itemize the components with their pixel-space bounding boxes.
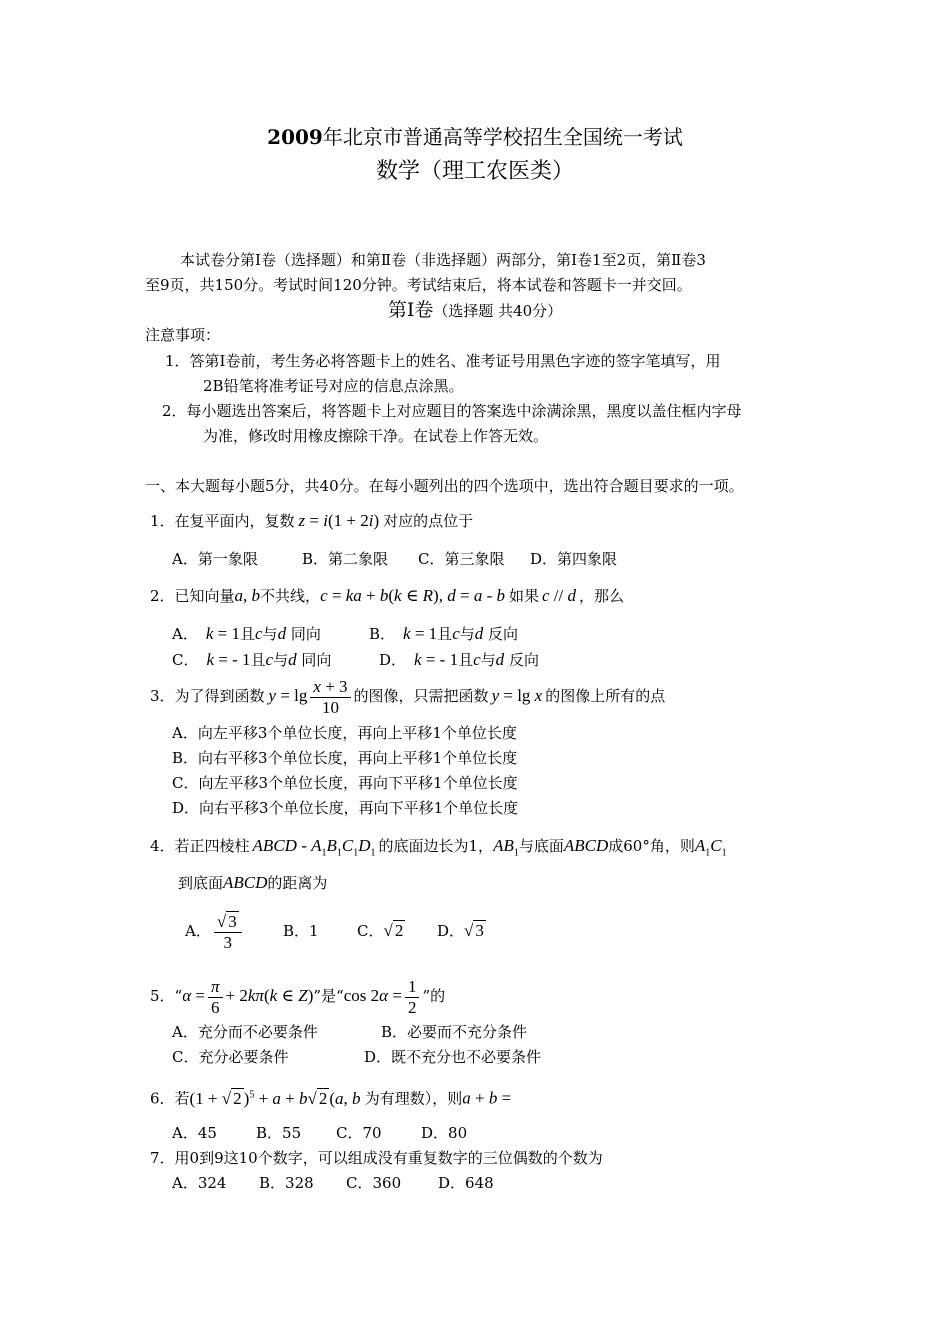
q4-option-c-value: √ 2 [383, 921, 404, 940]
q6-option-a: A．45 [172, 1124, 217, 1142]
question-4 [150, 836, 727, 863]
q7-option-a: A．324 [172, 1174, 227, 1192]
q4-mid-2: 与底面 [518, 837, 564, 855]
q4-options [185, 910, 486, 953]
q4-prism: ABCD - $A_1B_1C_1D_1$ [252, 836, 376, 859]
q2-prefix: 2．已知向量 [150, 587, 235, 605]
notice-2-line-1: 2．每小题选出答案后，将答题卡上对应题目的答案选中涂满涂黑，黑度以盖住框内字母 [162, 402, 742, 420]
notice-2-line-2: 为准，修改时用橡皮擦除干净。在试卷上作答无效。 [203, 427, 549, 445]
question-4-line-2 [178, 873, 327, 893]
q4-option-a-value: $\frac{√ 3}{3}$ [214, 912, 242, 953]
q2-option-d-dir: 反向 [508, 651, 539, 669]
q1-option-b: B．第二象限 [302, 550, 389, 568]
q6-target: a + b = [462, 1088, 512, 1108]
q3-mid: 的图像，只需把函数 [353, 687, 489, 705]
q4-option-a [185, 910, 283, 953]
q5-options-row-2 [172, 1047, 541, 1067]
q4-option-c-label: C． [357, 922, 384, 940]
question-3 [150, 675, 665, 718]
q6-mid: 为有理数），则 [364, 1089, 463, 1108]
section-title-sub: （选择题 共40分） [433, 302, 563, 320]
q3-fraction: $\frac{x + 3}{10}$ [310, 677, 350, 718]
part-one-title: 一、本大题每小题5分，共40分。在每小题列出的四个选项中，选出符合题目要求的一项。 [145, 477, 744, 495]
notice-1-line-2: 2B铅笔将准考证号对应的信息点涂黑。 [203, 377, 464, 395]
q5-formula-2: cos 2α = [343, 986, 402, 1005]
q3-formula-2: y = lg x [491, 686, 543, 705]
notice-1-line-1: 1．答第Ⅰ卷前，考生务必将答题卡上的姓名、准考证号用黑色字迹的签字笔填写，用 [165, 352, 721, 370]
q6-option-d: D．80 [421, 1124, 468, 1142]
q4-prefix: 4．若正四棱柱 [150, 837, 250, 855]
section-title [0, 300, 950, 321]
q2-option-c-dir: 同向 [301, 651, 332, 669]
q3-option-c: C．向左平移3个单位长度，再向下平移1个单位长度 [172, 774, 518, 792]
q4-option-d-value: √ 3 [464, 921, 484, 940]
q5-mid: ”是“ [313, 987, 344, 1005]
q6-option-c: C．70 [336, 1124, 382, 1142]
exam-title-text: 年北京市普通高等学校招生全国统一考试 [322, 125, 683, 149]
q2-option-b-dir: 反向 [488, 625, 519, 643]
q2-mid-2: 如果 [508, 587, 539, 605]
q2-option-a-label: A． [172, 625, 198, 643]
q2-option-b-label: B． [369, 625, 396, 643]
question-7: 7．用0到9这10个数字，可以组成没有重复数字的三位偶数的个数为 [150, 1149, 603, 1167]
q7-options [172, 1173, 494, 1193]
q3-option-d: D．向右平移3个单位长度，再向下平移1个单位长度 [172, 799, 519, 817]
q2-option-a: A． k = 1且c与d 同向 [172, 624, 321, 643]
q2-suffix: ，那么 [579, 587, 625, 605]
q4-option-b: B．1 [283, 922, 319, 940]
question-2: 2．已知向量a, b不共线，c = ka + b(k ∈ R), d = a - b 如果 c // d ，那么 [150, 586, 625, 605]
section-title-main: 第Ⅰ卷 [387, 299, 434, 321]
q2-vectors: a [234, 586, 244, 605]
notice-label: 注意事项： [145, 326, 221, 344]
q5-formula-1: α = [182, 986, 205, 1005]
question-5 [150, 975, 445, 1018]
q1-formula: z = i(1 + 2i) [298, 511, 380, 530]
question-1 [150, 511, 473, 531]
q6-prefix: 6．若 [150, 1089, 190, 1108]
q4-base: ABCD [563, 836, 609, 855]
q5-suffix: ”的 [422, 987, 446, 1005]
question-6 [150, 1085, 511, 1109]
q3-formula-1: y = lg [268, 686, 308, 705]
q2-option-d-label: D． [379, 651, 407, 669]
q5-option-b: B．必要而不充分条件 [381, 1023, 528, 1041]
q7-option-d: D．648 [438, 1174, 494, 1192]
q1-suffix: 对应的点位于 [383, 512, 474, 530]
q3-prefix: 3．为了得到函数 [150, 687, 265, 705]
q3-option-b: B．向右平移3个单位长度，再向上平移1个单位长度 [172, 749, 518, 767]
q7-option-b: B．328 [259, 1174, 314, 1192]
q5-option-d: D．既不充分也不必要条件 [364, 1048, 542, 1066]
q7-option-c: C．360 [346, 1174, 402, 1192]
q4-option-d [437, 910, 486, 952]
q4-line2-b: 的距离为 [267, 874, 328, 892]
q1-option-a: A．第一象限 [172, 550, 258, 568]
q2-option-b-yu: 与 [459, 625, 475, 643]
q2-options-row-2 [172, 650, 539, 670]
q1-option-c: C．第三象限 [418, 550, 505, 568]
exam-title-year: 2009 [267, 125, 323, 149]
q4-segment: $A_1C_1$ [694, 836, 727, 859]
q2-options-row-1 [172, 624, 518, 644]
q1-prefix: 1．在复平面内，复数 [150, 512, 295, 530]
q2-option-d: D． k = - 1且c与d 反向 [379, 650, 539, 669]
q2-option-d-qie: 且 [458, 651, 474, 669]
q2-mid-1: 不共线， [260, 587, 321, 605]
q4-option-c [357, 910, 437, 952]
q2-option-a-yu: 与 [262, 625, 278, 643]
q2-option-d-yu: 与 [480, 651, 496, 669]
q2-option-c-yu: 与 [273, 651, 289, 669]
q5-options-row-1 [172, 1022, 527, 1042]
q4-option-d-label: D． [437, 922, 465, 940]
q4-option-a-label: A． [185, 922, 211, 940]
q5-fraction-1: $\frac{\pi}{6}$ [208, 977, 223, 1018]
q2-formula: c = ka + b(k ∈ R), d = a - b [320, 586, 505, 605]
q2-option-b-qie: 且 [437, 625, 453, 643]
q1-options [172, 549, 617, 569]
q2-option-a-qie: 且 [239, 625, 255, 643]
q4-base-2: ABCD [223, 873, 268, 892]
intro-line-1: 本试卷分第Ⅰ卷（选择题）和第Ⅱ卷（非选择题）两部分，第Ⅰ卷1至2页，第Ⅱ卷3 [180, 251, 706, 269]
q4-mid-3: 成60°角，则 [608, 837, 695, 855]
q3-option-a: A．向左平移3个单位长度，再向上平移1个单位长度 [172, 724, 517, 742]
q5-fraction-2: $\frac{1}{2}$ [405, 977, 420, 1018]
q5-option-c: C．充分必要条件 [172, 1048, 289, 1066]
q3-suffix: 的图像上所有的点 [545, 687, 666, 705]
q4-line2-a: 到底面 [178, 874, 224, 892]
q6-option-b: B．55 [256, 1124, 302, 1142]
q6-options [172, 1123, 467, 1143]
q6-formula: (1 + √ 2 )$^5$ + a + b√ 2 (a, b [189, 1088, 361, 1108]
q5-formula-1b: + 2kπ(k ∈ Z) [225, 986, 314, 1005]
q2-option-a-dir: 同向 [290, 625, 321, 643]
q1-option-d: D．第四象限 [530, 550, 618, 568]
exam-title [0, 124, 950, 150]
intro-line-2: 至9页，共150分。考试时间120分钟。考试结束后，将本试卷和答题卡一并交回。 [145, 276, 692, 294]
q2-option-c: C． k = - 1且c与d 同向 [172, 650, 332, 669]
q2-option-c-qie: 且 [250, 651, 266, 669]
q2-option-c-label: C． [172, 651, 199, 669]
q4-mid-1: 的底面边长为1， [378, 837, 494, 855]
q2-condition: c // d [542, 586, 576, 605]
q2-option-b: B． k = 1且c与d 反向 [369, 624, 519, 643]
exam-subtitle: 数学（理工农医类） [375, 159, 574, 184]
q5-prefix: 5．“ [150, 987, 183, 1005]
q4-edge: $AB_1$ [493, 836, 519, 859]
q5-option-a: A．充分而不必要条件 [172, 1023, 318, 1041]
